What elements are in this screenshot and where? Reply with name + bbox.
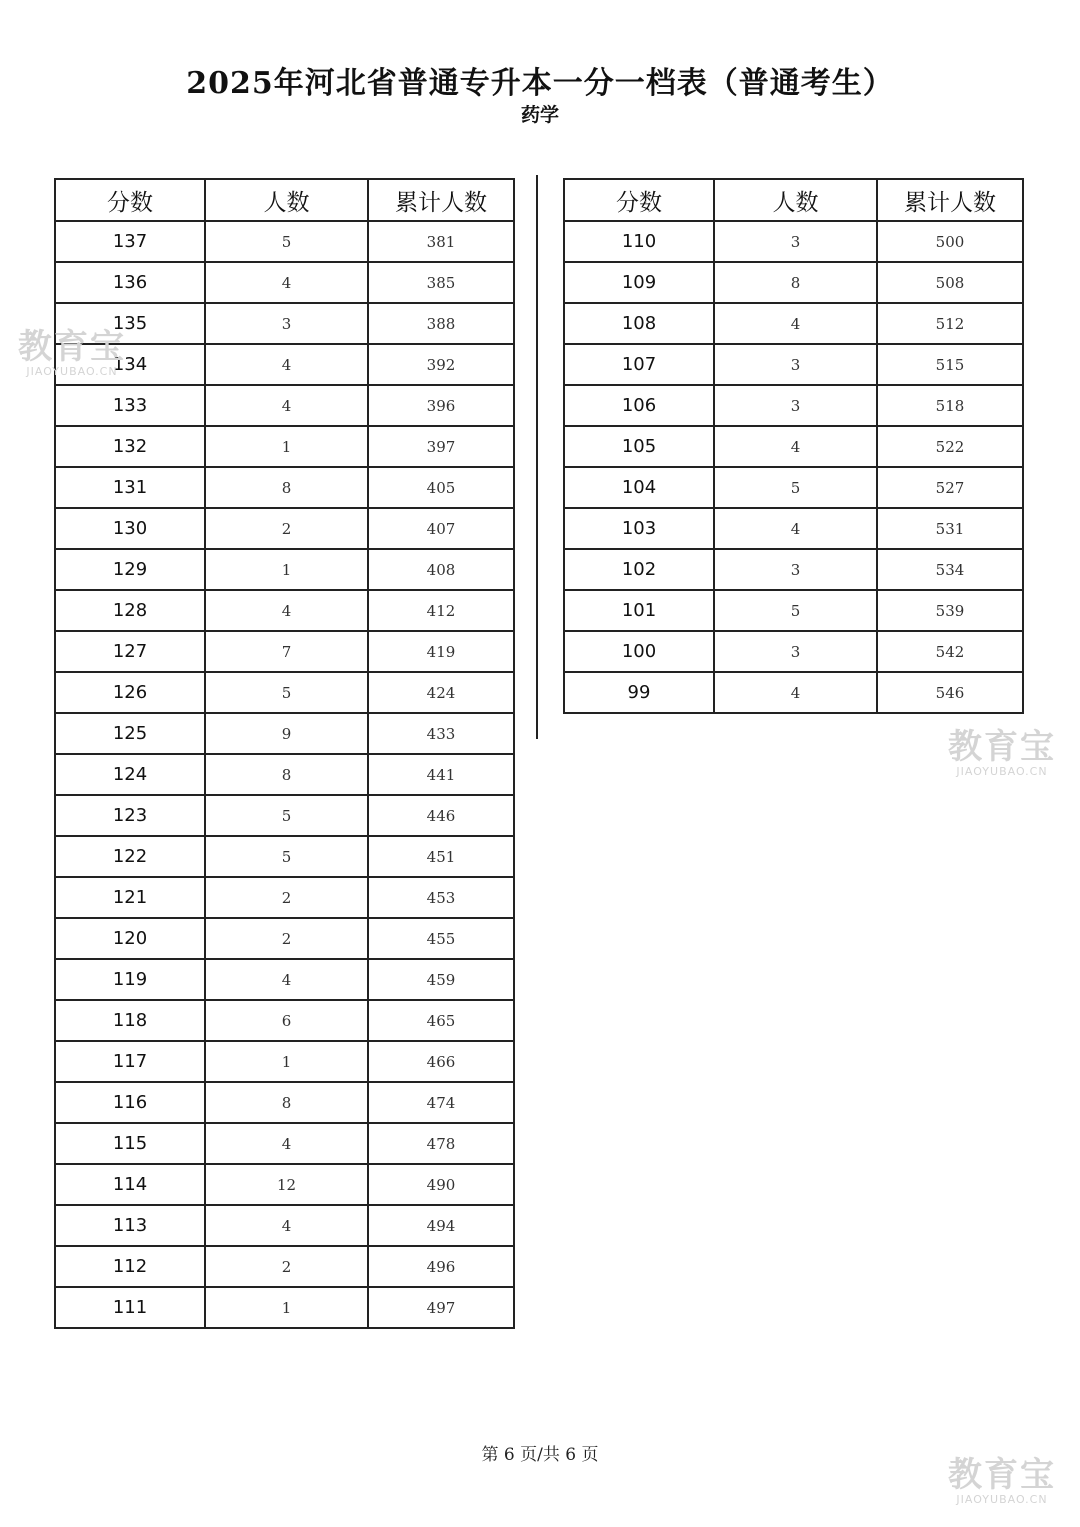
count-cell: 5 [714,467,877,508]
cumulative-cell: 405 [368,467,514,508]
table-row [55,918,514,959]
score-cell: 104 [564,467,714,508]
cumulative-cell: 396 [368,385,514,426]
table-row [55,221,514,262]
table-row [55,672,514,713]
table-row [55,303,514,344]
count-cell: 5 [205,672,368,713]
score-cell: 107 [564,344,714,385]
table-row [55,1287,514,1328]
page-subtitle: 药学 [520,104,559,126]
score-cell: 102 [564,549,714,590]
watermark-text: 教育宝 [948,727,1056,767]
watermark-text: 教育宝 [18,327,126,367]
count-cell: 4 [205,1205,368,1246]
score-cell: 137 [55,221,205,262]
score-cell: 108 [564,303,714,344]
table-row [55,877,514,918]
cumulative-cell: 546 [877,672,1023,713]
count-cell: 3 [714,344,877,385]
table-row [55,1164,514,1205]
table-row [564,590,1023,631]
table-header-row [564,179,1023,221]
score-cell: 119 [55,959,205,1000]
table-row [564,467,1023,508]
score-cell: 127 [55,631,205,672]
count-cell: 4 [714,303,877,344]
table-row [55,1000,514,1041]
score-cell: 130 [55,508,205,549]
cumulative-cell: 539 [877,590,1023,631]
score-table-right [563,178,1024,714]
cumulative-cell: 397 [368,426,514,467]
cumulative-cell: 534 [877,549,1023,590]
cumulative-cell: 412 [368,590,514,631]
cumulative-cell: 518 [877,385,1023,426]
cumulative-cell: 474 [368,1082,514,1123]
score-table-left [54,178,515,1329]
cumulative-cell: 441 [368,754,514,795]
cumulative-cell: 433 [368,713,514,754]
count-cell: 8 [205,467,368,508]
table-row [564,508,1023,549]
table-row [55,262,514,303]
cumulative-cell: 542 [877,631,1023,672]
count-cell: 5 [205,795,368,836]
score-cell: 125 [55,713,205,754]
score-cell: 136 [55,262,205,303]
score-cell: 114 [55,1164,205,1205]
table-row [55,590,514,631]
count-cell: 8 [205,1082,368,1123]
count-cell: 4 [205,385,368,426]
score-cell: 124 [55,754,205,795]
table-row [564,303,1023,344]
cumulative-cell: 459 [368,959,514,1000]
count-cell: 5 [205,836,368,877]
table-row [55,344,514,385]
score-cell: 115 [55,1123,205,1164]
count-cell: 4 [205,262,368,303]
count-cell: 6 [205,1000,368,1041]
table-row [55,426,514,467]
cumulative-cell: 392 [368,344,514,385]
score-cell: 135 [55,303,205,344]
count-cell: 4 [714,426,877,467]
table-row [55,508,514,549]
table-row [55,795,514,836]
table-row [55,836,514,877]
table-row [55,549,514,590]
count-cell: 8 [205,754,368,795]
cumulative-cell: 494 [368,1205,514,1246]
cumulative-cell: 531 [877,508,1023,549]
column-header-score: 分数 [564,179,714,221]
count-cell: 9 [205,713,368,754]
cumulative-cell: 419 [368,631,514,672]
column-header-count: 人数 [714,179,877,221]
cumulative-cell: 388 [368,303,514,344]
count-cell: 1 [205,1287,368,1328]
cumulative-cell: 408 [368,549,514,590]
count-cell: 3 [714,631,877,672]
score-cell: 133 [55,385,205,426]
count-cell: 4 [714,672,877,713]
count-cell: 4 [714,508,877,549]
score-cell: 118 [55,1000,205,1041]
cumulative-cell: 407 [368,508,514,549]
cumulative-cell: 527 [877,467,1023,508]
cumulative-cell: 451 [368,836,514,877]
table-row [564,549,1023,590]
score-cell: 123 [55,795,205,836]
table-row [564,631,1023,672]
watermark-url: JIAOYUBAO.CN [956,765,1048,778]
cumulative-cell: 455 [368,918,514,959]
watermark-text: 教育宝 [948,1455,1056,1495]
column-header-cumulative: 累计人数 [877,179,1023,221]
score-cell: 111 [55,1287,205,1328]
table-row [55,959,514,1000]
cumulative-cell: 466 [368,1041,514,1082]
count-cell: 3 [714,221,877,262]
count-cell: 4 [205,344,368,385]
cumulative-cell: 453 [368,877,514,918]
score-cell: 120 [55,918,205,959]
table-row [55,1246,514,1287]
table-row [564,426,1023,467]
cumulative-cell: 497 [368,1287,514,1328]
table-row [55,1123,514,1164]
table-row [55,1205,514,1246]
table-row [55,1082,514,1123]
table-row [564,344,1023,385]
count-cell: 1 [205,1041,368,1082]
score-cell: 121 [55,877,205,918]
score-cell: 113 [55,1205,205,1246]
cumulative-cell: 446 [368,795,514,836]
score-cell: 109 [564,262,714,303]
score-cell: 117 [55,1041,205,1082]
table-row [564,385,1023,426]
score-cell: 103 [564,508,714,549]
score-cell: 99 [564,672,714,713]
count-cell: 8 [714,262,877,303]
count-cell: 4 [205,959,368,1000]
table-row [55,385,514,426]
table-row [564,672,1023,713]
cumulative-cell: 522 [877,426,1023,467]
count-cell: 4 [205,590,368,631]
count-cell: 3 [714,385,877,426]
column-divider [536,175,538,739]
score-cell: 128 [55,590,205,631]
score-cell: 110 [564,221,714,262]
score-cell: 129 [55,549,205,590]
table-row [564,221,1023,262]
score-cell: 116 [55,1082,205,1123]
score-cell: 112 [55,1246,205,1287]
score-cell: 105 [564,426,714,467]
column-header-score: 分数 [55,179,205,221]
score-cell: 134 [55,344,205,385]
score-cell: 122 [55,836,205,877]
cumulative-cell: 500 [877,221,1023,262]
column-header-cumulative: 累计人数 [368,179,514,221]
count-cell: 2 [205,877,368,918]
watermark [948,727,1056,778]
score-cell: 126 [55,672,205,713]
cumulative-cell: 385 [368,262,514,303]
count-cell: 2 [205,918,368,959]
count-cell: 12 [205,1164,368,1205]
count-cell: 4 [205,1123,368,1164]
table-header-row [55,179,514,221]
cumulative-cell: 508 [877,262,1023,303]
cumulative-cell: 424 [368,672,514,713]
count-cell: 3 [205,303,368,344]
count-cell: 7 [205,631,368,672]
column-header-count: 人数 [205,179,368,221]
page-footer: 第 6 页/共 6 页 [481,1445,599,1465]
score-cell: 106 [564,385,714,426]
watermark-url: JIAOYUBAO.CN [26,365,118,378]
count-cell: 5 [714,590,877,631]
count-cell: 2 [205,1246,368,1287]
cumulative-cell: 465 [368,1000,514,1041]
count-cell: 1 [205,426,368,467]
cumulative-cell: 490 [368,1164,514,1205]
table-row [55,713,514,754]
count-cell: 5 [205,221,368,262]
cumulative-cell: 512 [877,303,1023,344]
table-row [55,467,514,508]
page-title: 2025年河北省普通专升本一分一档表（普通考生） [186,66,894,101]
count-cell: 2 [205,508,368,549]
score-cell: 101 [564,590,714,631]
score-cell: 131 [55,467,205,508]
count-cell: 3 [714,549,877,590]
cumulative-cell: 381 [368,221,514,262]
count-cell: 1 [205,549,368,590]
cumulative-cell: 515 [877,344,1023,385]
table-row [55,754,514,795]
cumulative-cell: 496 [368,1246,514,1287]
watermark [948,1455,1056,1506]
score-cell: 100 [564,631,714,672]
score-cell: 132 [55,426,205,467]
cumulative-cell: 478 [368,1123,514,1164]
watermark-url: JIAOYUBAO.CN [956,1493,1048,1506]
table-row [55,1041,514,1082]
table-row [564,262,1023,303]
table-row [55,631,514,672]
